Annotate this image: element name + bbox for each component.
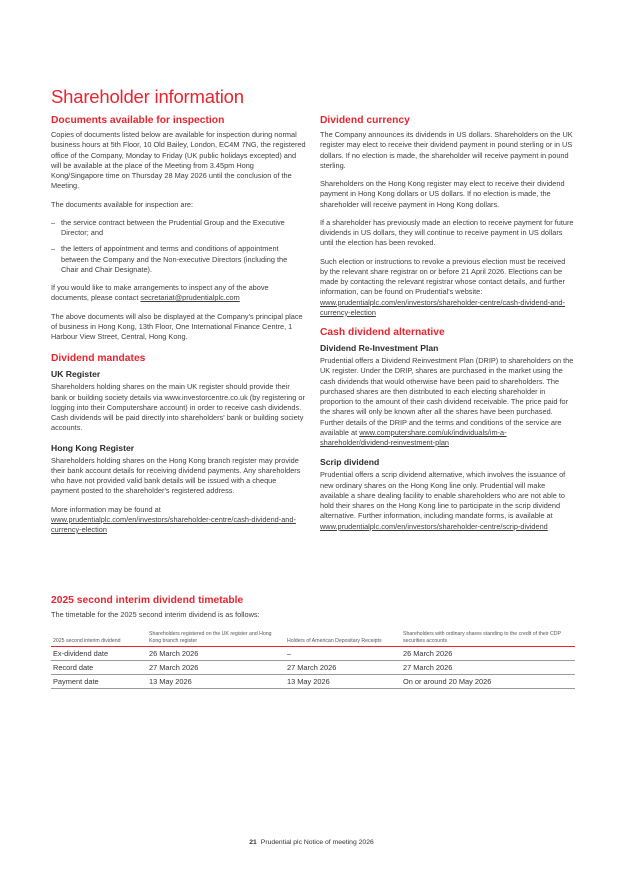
timetable-intro: The timetable for the 2025 second interim dividend is as follows:: [51, 610, 260, 619]
documents-paragraph-3: [51, 283, 306, 304]
column-header: 2025 second interim dividend: [51, 631, 147, 647]
table-cell: 27 March 2026: [401, 661, 575, 675]
column-header: Holders of American Depositary Receipts: [285, 631, 401, 647]
table-cell: 26 March 2026: [401, 647, 575, 661]
table-cell: Ex-dividend date: [51, 647, 147, 661]
secretariat-email-link[interactable]: secretariat@prudentialplc.com: [140, 293, 240, 303]
scrip-link[interactable]: www.prudentialplc.com/en/investors/shareholder-centre/scrip-dividend: [320, 521, 548, 531]
timetable-heading: 2025 second interim dividend timetable: [51, 595, 244, 606]
drip-text: Prudential offers a Dividend Reinvestment Plan (DRIP) to shareholders on the UK register. Under the DRIP, shares are purchased in the market using the cash dividends that would otherwise have been paid to shareholders. The purchased shares are then distributed to each electing shareholder in proportion to the amount of their cash dividend receivable. The price paid for the shares will only be known after all the shares have been purchased. Further details of the DRIP and the terms and conditions of the service are available at: [320, 356, 574, 437]
contact-text: If you would like to make arrangements to inspect any of the above documents, please contact: [51, 283, 269, 303]
table-cell: 13 May 2026: [147, 675, 285, 689]
table-cell: 13 May 2026: [285, 675, 401, 689]
documents-paragraph-4: The above documents will also be displayed at the Company's principal place of business in Hong Kong, 13th Floor, One International Finance Centre, 1 Harbour View Street, Central, Hong Kong.: [51, 311, 303, 341]
documents-paragraph-1: Copies of documents listed below are available for inspection during normal business hours at 5th Floor, 10 Old Bailey, London, EC4M 7NG, the registered office of the Company, Monday to Friday (UK public holidays excepted) and will be available at the place of the Meeting from 3.45pm Hong Kong/Singapore time on Thursday 28 May 2026 until the conclusion of the Meeting.: [51, 130, 306, 191]
list-item-text: the letters of appointment and terms and conditions of appointment between the Company and the Non-executive Directors (including the Chair and Chair Designate).: [61, 244, 288, 274]
column-header: Shareholders with ordinary shares standing to the credit of their CDP securities accounts: [401, 631, 575, 647]
drip-paragraph: [320, 356, 575, 448]
table-cell: Payment date: [51, 675, 147, 689]
table-cell: –: [285, 647, 401, 661]
list-item: [51, 218, 306, 239]
currency-paragraph-4: [320, 257, 575, 319]
table-row: [51, 661, 575, 675]
page-title: Shareholder information: [51, 86, 244, 107]
page-footer: [0, 839, 623, 846]
cash-dividend-alternative-heading: Cash dividend alternative: [320, 327, 445, 338]
timetable-table: [51, 631, 575, 689]
scrip-text: Prudential offers a scrip dividend alternative, which involves the issuance of new ordinary shares on the Hong Kong line only. Prudential will make available a share dealing facility to enable shareholders who are not able to hold their shares on the Hong Kong line to participate in the scrip dividend alternative. Further information, including mandate forms, is available at: [320, 470, 566, 521]
table-row: [51, 647, 575, 661]
documents-list: [51, 218, 306, 275]
election-text: Such election or instructions to revoke a previous election must be received by the relevant share registrar on or before 21 April 2026. Elections can be made by contacting the relevant registrar whose contact details, and further information, can be found on Prudential's website:: [320, 256, 566, 297]
footer-text: Prudential plc Notice of meeting 2026: [260, 839, 374, 846]
column-header: Shareholders registered on the UK register and Hong Kong branch register: [147, 631, 285, 647]
currency-election-link[interactable]: www.prudentialplc.com/en/investors/shareholder-centre/cash-dividend-and-currency-election: [51, 514, 296, 534]
election-website-link[interactable]: www.prudentialplc.com/en/investors/shareholder-centre/cash-dividend-and-currency-election: [320, 297, 565, 317]
left-column: [51, 114, 306, 543]
currency-paragraph-2: Shareholders on the Hong Kong register may elect to receive their dividend payment in Hong Kong dollars or US dollars. If no election is made, the shareholder will receive payment in Hong Kong dollars.: [320, 179, 565, 209]
dash-bullet-icon: –: [51, 244, 56, 254]
scrip-paragraph: [320, 470, 575, 532]
list-item-text: the service contract between the Prudential Group and the Executive Director; and: [61, 217, 285, 237]
table-cell: 27 March 2026: [147, 661, 285, 675]
dividend-currency-heading: Dividend currency: [320, 115, 410, 126]
drip-link[interactable]: www.computershare.com/uk/individuals/im-a-shareholder/dividend-reinvestment-plan: [320, 427, 507, 447]
dash-bullet-icon: –: [51, 217, 56, 227]
table-cell: Record date: [51, 661, 147, 675]
currency-paragraph-3: If a shareholder has previously made an election to receive payment for future dividends in US dollars, they will continue to receive payment in US dollars until the election has been revoked.: [320, 217, 574, 248]
table-cell: 26 March 2026: [147, 647, 285, 661]
right-column: [320, 114, 575, 540]
more-info-text: More information may be found at: [51, 504, 161, 514]
more-info-paragraph: [51, 505, 306, 536]
documents-heading: Documents available for inspection: [51, 115, 225, 126]
table-cell: On or around 20 May 2026: [401, 675, 575, 689]
hong-kong-register-paragraph: Shareholders holding shares on the Hong Kong branch register may provide their bank account details for receiving dividend payments. Any shareholders who have not provided valid bank details will be issued with a cheque payment posted to the shareholder's registered address.: [51, 455, 301, 496]
documents-paragraph-2: The documents available for inspection are:: [51, 199, 194, 209]
table-row: [51, 675, 575, 689]
table-cell: 27 March 2026: [285, 661, 401, 675]
page-number: 21: [249, 839, 257, 846]
dividend-mandates-heading: Dividend mandates: [51, 353, 146, 365]
list-item: [51, 244, 306, 275]
uk-register-heading: UK Register: [51, 369, 101, 380]
drip-heading: Dividend Re-Investment Plan: [320, 343, 439, 353]
dividend-timetable-section: [51, 594, 575, 689]
table-header-row: [51, 631, 575, 647]
scrip-dividend-heading: Scrip dividend: [320, 457, 380, 468]
uk-register-paragraph: Shareholders holding shares on the main UK register should provide their bank or building society details via www.investorcentre.co.uk (by registering or logging into their Computershare account) in order to receive cash dividends. Cash dividends will be paid directly into shareholders' bank or building society accounts.: [51, 382, 305, 433]
currency-paragraph-1: The Company announces its dividends in US dollars. Shareholders on the UK register may elect to receive their dividend payment in pound sterling or in US dollars. If no election is made, the shareholder will receive payment in pound sterling.: [320, 130, 573, 170]
hong-kong-register-heading: Hong Kong Register: [51, 442, 135, 453]
